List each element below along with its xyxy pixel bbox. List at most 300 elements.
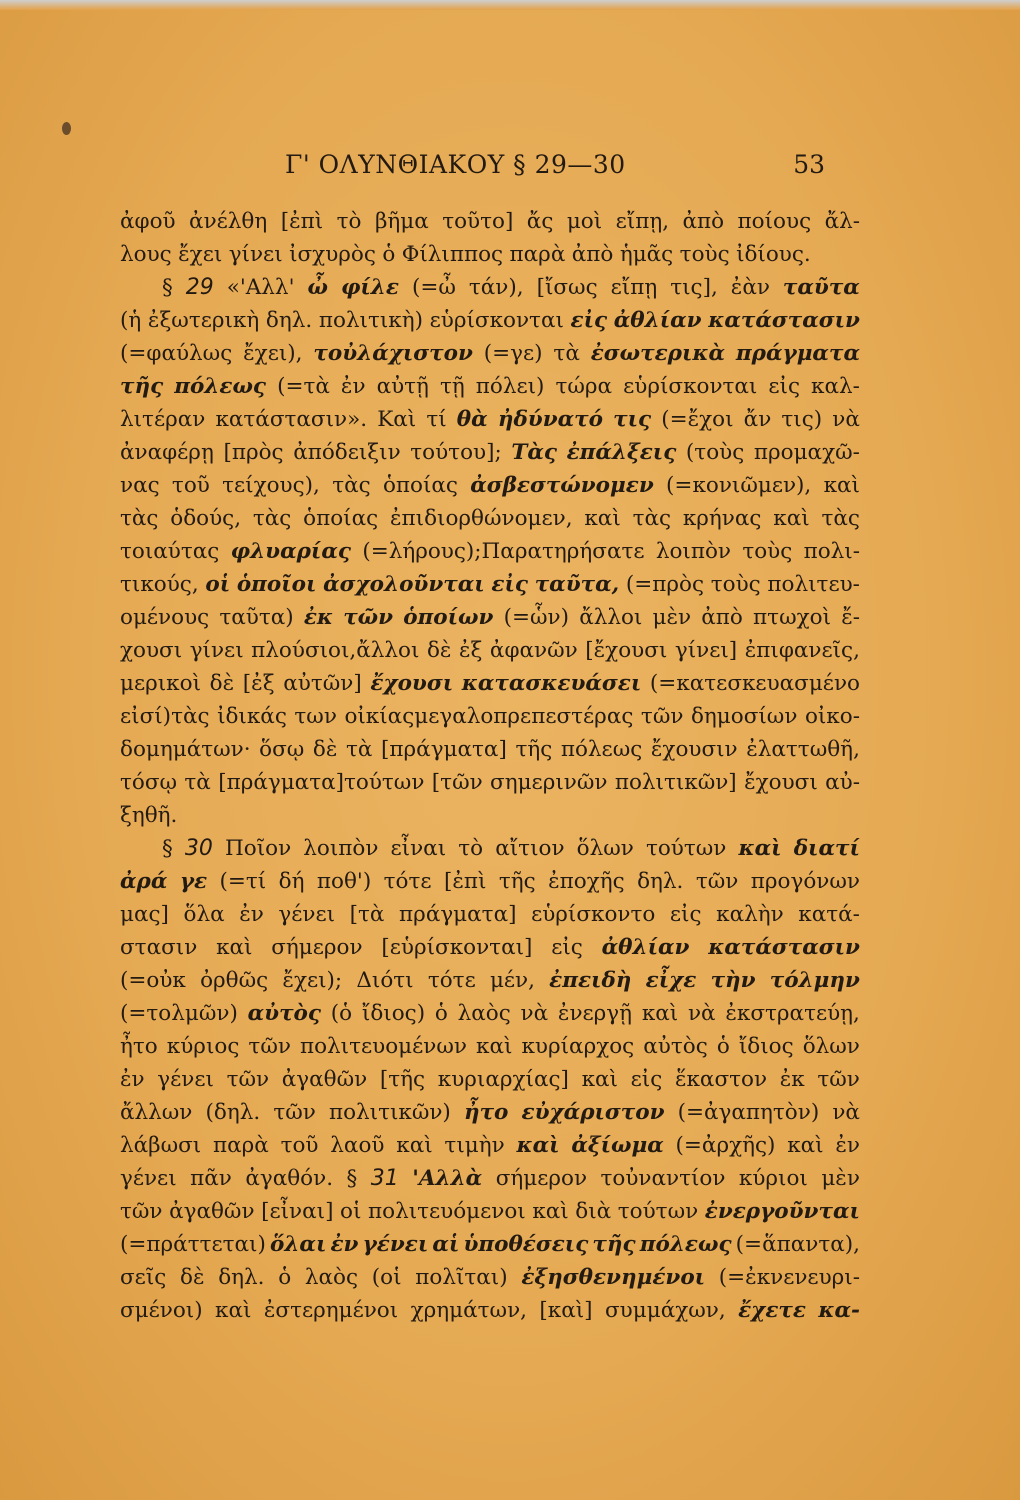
header-title: Γ' ΟΛΥΝΘΙΑΚΟΥ § 29—30: [285, 150, 626, 179]
word: τοὺς: [679, 242, 730, 267]
word: μὲν: [821, 1166, 860, 1191]
word: μας]: [120, 902, 169, 927]
word: καὶ: [584, 506, 621, 531]
word: νὰ: [832, 407, 860, 432]
word: γένει: [120, 1166, 177, 1191]
word: κατά-: [798, 902, 860, 927]
word: εἴπῃ: [610, 275, 658, 300]
word: ἐκστρατεύῃ,: [725, 1001, 860, 1026]
text-line: [120, 403, 860, 436]
word: (τοὺς: [685, 440, 745, 465]
word: πολιτικῶν]: [614, 770, 737, 795]
word: (=κονιῶμεν),: [666, 473, 812, 498]
word: τῆς: [515, 737, 553, 762]
word: ἀγαθῶν: [281, 1067, 368, 1092]
emphasized-word: ἔχετε: [738, 1298, 806, 1323]
word: [τῶν: [431, 770, 483, 795]
text-line: [120, 667, 860, 700]
word: τιμὴν: [444, 1133, 505, 1158]
section-number: 31: [370, 1166, 399, 1191]
word: §: [162, 836, 173, 861]
word: τὰ: [553, 341, 580, 366]
emphasized-word: κατασκευάσει: [461, 671, 642, 696]
word: μέν,: [489, 968, 535, 993]
word: προμαχῶ-: [753, 440, 860, 465]
word: τὰς: [632, 506, 672, 531]
word: (=τολμῶν): [120, 1001, 238, 1026]
word: σήμερον: [495, 1166, 588, 1191]
emphasized-word: ὦ: [307, 275, 328, 300]
emphasized-word: πόλεως: [174, 374, 267, 399]
word: τί: [426, 407, 447, 432]
word: πολιτικὴ): [318, 308, 424, 333]
word: εὑρίσκονται: [429, 308, 564, 333]
emphasized-word: καὶ: [738, 836, 782, 861]
emphasized-word: γένει: [362, 1232, 429, 1257]
word: τότε: [427, 968, 476, 993]
word: τοῦ: [280, 1133, 319, 1158]
word: καὶ: [215, 1298, 252, 1323]
word: λους: [120, 242, 172, 267]
word: ἰδικάς: [217, 704, 287, 729]
text-line: [120, 1162, 860, 1195]
word: [καὶ]: [539, 1298, 593, 1323]
word: καλ-: [811, 374, 860, 399]
emphasized-word: ἐκ: [303, 605, 334, 630]
word: ἰδίους.: [736, 242, 811, 267]
word: πολιτικῶν): [328, 1100, 451, 1125]
word: δὲ: [209, 671, 235, 696]
word: τῶν: [695, 869, 739, 894]
word: ἄλλοι: [579, 605, 643, 630]
text-line: [120, 931, 860, 964]
word: καὶ: [396, 1133, 433, 1158]
word: §: [346, 1166, 358, 1191]
word: «'Αλλ': [226, 275, 295, 300]
word: (=ὧν): [503, 605, 570, 630]
word: ἐπιδιορθώνομεν,: [389, 506, 573, 531]
word: ὀρθῶς: [200, 968, 269, 993]
word: [ἴσως: [536, 275, 598, 300]
word: λαὸς: [304, 1265, 359, 1290]
text-line: [120, 832, 860, 865]
text-line: [120, 1030, 860, 1063]
word: ἡμᾶς: [619, 242, 674, 267]
word: καὶ: [773, 506, 810, 531]
emphasized-word: ὅλαι: [269, 1232, 327, 1257]
word: τὰς: [120, 506, 159, 531]
word: καὶ: [641, 1001, 679, 1026]
word: δηλ.: [637, 869, 684, 894]
word: καὶ: [476, 1034, 513, 1059]
text-line: [120, 271, 860, 304]
word: (=ὦ: [411, 275, 456, 300]
word: παρὰ: [509, 242, 566, 267]
word: ὁδούς,: [170, 506, 242, 531]
word: [πράγματα]τούτων: [218, 770, 425, 795]
word: σημερινῶν: [490, 770, 608, 795]
word: (=πρὸς: [625, 572, 705, 597]
emphasized-word: ἐνεργοῦνται: [704, 1199, 860, 1224]
word: ἐξωτερικὴ: [147, 308, 260, 333]
emphasized-word: ταῦτα,: [534, 572, 620, 597]
word: ποθ'): [316, 869, 372, 894]
emphasized-word: τοὐλάχιστον: [313, 341, 473, 366]
word: ταῦτα): [219, 605, 294, 630]
text-line: [120, 997, 860, 1030]
word: γίνει]: [674, 638, 738, 663]
word: δὲ: [312, 737, 338, 762]
word: προγόνων: [750, 869, 860, 894]
word: τὰς: [332, 473, 371, 498]
word: νὰ: [832, 1100, 860, 1125]
page-number: 53: [793, 150, 825, 179]
word: τοιαύτας: [120, 539, 220, 564]
word: ἔχει),: [243, 341, 303, 366]
emphasized-word: ἀσχολοῦνται: [323, 572, 485, 597]
word: τὸ: [458, 836, 484, 861]
word: λάβωσι: [120, 1133, 202, 1158]
word: γένει: [157, 1067, 214, 1092]
word: ἀνέλθη: [189, 209, 268, 234]
word: τοὐναντίον: [600, 1166, 726, 1191]
word: ἀφοῦ: [120, 209, 176, 234]
word: δομημάτων·: [120, 737, 251, 762]
word: ἀπὸ: [571, 242, 614, 267]
emphasized-word: εἰς: [491, 572, 528, 597]
word: ποίους: [737, 209, 812, 234]
word: καὶ: [823, 473, 860, 498]
word: ἐστερημένοι: [263, 1298, 399, 1323]
word: πᾶν: [190, 1166, 232, 1191]
word: ἔχει);: [282, 968, 343, 993]
emphasized-word: ἠδύνατό: [497, 407, 603, 432]
emphasized-word: 'Αλλὰ: [412, 1166, 483, 1191]
emphasized-word: ἀξίωμα: [571, 1133, 664, 1158]
word: οἱ: [340, 1199, 362, 1224]
word: τικούς,: [120, 572, 199, 597]
word: [ἐξ: [242, 671, 275, 696]
word: τοὺς: [710, 572, 761, 597]
word: δή: [278, 869, 305, 894]
word: γένει: [278, 902, 336, 927]
emphasized-word: θὰ: [456, 407, 488, 432]
running-header: [135, 150, 825, 190]
word: ομένους: [120, 605, 210, 630]
word: (ὁ: [330, 1001, 353, 1026]
text-line: [120, 733, 860, 766]
section-number: 30: [184, 836, 213, 861]
word: (=κατεσκευασμένο: [649, 671, 860, 696]
word: τοῦτο]: [442, 209, 514, 234]
word: τῆς: [498, 869, 536, 894]
word: ἀπὸ: [682, 209, 725, 234]
word: (=γε): [483, 341, 543, 366]
emphasized-word: εἶχε: [645, 968, 697, 993]
word: Φίλιππος: [401, 242, 504, 267]
word: δηλ.: [218, 1265, 265, 1290]
emphasized-word: εἰς: [570, 308, 608, 333]
word: πολιτευ-: [767, 572, 860, 597]
word: σήμερον: [271, 935, 363, 960]
word: τῶν: [120, 1199, 163, 1224]
text-line: [120, 964, 860, 997]
ink-spot: [62, 122, 71, 135]
word: δὲ: [180, 1265, 205, 1290]
word: αὐ-: [825, 770, 860, 795]
word: τούτων: [645, 836, 727, 861]
word: ὁποίας: [382, 473, 458, 498]
text-line: [120, 1129, 860, 1162]
word: ἀγαθῶν: [169, 1199, 255, 1224]
word: κύριοι: [738, 1166, 808, 1191]
emphasized-word: αὐτὸς: [247, 1001, 321, 1026]
word: μοὶ: [566, 209, 603, 234]
word: ἔχει: [178, 242, 223, 267]
word: πόλει): [475, 374, 545, 399]
text-line: [120, 601, 860, 634]
word: (=τί: [219, 869, 267, 894]
word: τοῦ: [171, 473, 210, 498]
word: αὐτῶν]: [283, 671, 362, 696]
word: σμένοι): [120, 1298, 203, 1323]
word: [ἔχουσι: [585, 638, 668, 663]
word: (ἡ: [120, 308, 142, 333]
word: τὰς: [252, 506, 292, 531]
word: τῇ: [439, 374, 465, 399]
word: καλὴν: [716, 902, 784, 927]
word: ἐποχῆς: [548, 869, 625, 894]
word: ἀγαθόν.: [245, 1166, 334, 1191]
word: ἴδιος): [361, 1001, 426, 1026]
emphasized-word: κατάστασιν: [708, 308, 860, 333]
emphasized-word: τῆς: [120, 374, 164, 399]
emphasized-word: οἱ: [205, 572, 231, 597]
text-line: [120, 304, 860, 337]
word: καὶ: [581, 1067, 618, 1092]
word: καὶ: [216, 935, 253, 960]
word: τῶν: [640, 704, 684, 729]
word: γίνει: [228, 242, 283, 267]
word: (=λήρους);Παρατηρήσατε: [362, 539, 645, 564]
word: ἔχουσι: [744, 770, 818, 795]
emphasized-word: διατί: [793, 836, 860, 861]
emphasized-word: τις: [613, 407, 652, 432]
word: §: [162, 275, 173, 300]
word: τὰ: [346, 737, 373, 762]
word: τις],: [670, 275, 718, 300]
emphasized-word: ἐσωτερικὰ: [590, 341, 726, 366]
word: (=φαύλως: [120, 341, 233, 366]
emphasized-word: πράγματα: [735, 341, 860, 366]
word: ὁ: [434, 1001, 448, 1026]
word: νας: [120, 473, 160, 498]
word: καὶ: [532, 1199, 569, 1224]
word: ἐν: [340, 374, 366, 399]
word: κυρίαρχος: [521, 1034, 635, 1059]
emphasized-word: φλυαρίας: [230, 539, 351, 564]
word: ὅλων: [576, 836, 634, 861]
word: χρημάτων,: [410, 1298, 527, 1323]
word: τῶν: [817, 1067, 860, 1092]
emphasized-word: καὶ: [516, 1133, 560, 1158]
text-line: [120, 1228, 860, 1261]
word: (=ἀγαπητὸν): [677, 1100, 820, 1125]
word: τῶν: [273, 1100, 316, 1125]
emphasized-word: ταῦτα: [782, 275, 860, 300]
text-line: [120, 1063, 860, 1096]
word: στασιν: [120, 935, 198, 960]
emphasized-word: τὴν: [710, 968, 756, 993]
word: ἄλλων: [120, 1100, 193, 1125]
word: ἀναφέρῃ: [120, 440, 214, 465]
word: τούτων: [617, 1199, 699, 1224]
emphasized-word: κατάστασιν: [708, 935, 860, 960]
emphasized-word: Τὰς: [511, 440, 557, 465]
text-line: [120, 469, 860, 502]
word: σεῖς: [120, 1265, 167, 1290]
word: γίνει: [189, 638, 244, 663]
word: πόλεως: [560, 737, 643, 762]
word: των: [294, 704, 337, 729]
word: [πρὸς: [223, 440, 284, 465]
word: ὁ: [382, 242, 396, 267]
word: [εἶναι]: [261, 1199, 334, 1224]
word: βῆμα: [374, 209, 429, 234]
word: (=ἀρχῆς): [675, 1133, 776, 1158]
text-line: [120, 1261, 860, 1294]
text-line: [120, 766, 860, 799]
word: (=πράττεται): [120, 1232, 266, 1257]
text-line: [120, 634, 860, 667]
word: καὶ: [787, 1133, 824, 1158]
word: τις): [781, 407, 823, 432]
word: εἰς: [551, 935, 583, 960]
text-line: [120, 238, 860, 271]
word: ἀφανῶν: [489, 638, 578, 663]
emphasized-word: ἀρά: [120, 869, 168, 894]
word: ὅσῳ: [259, 737, 305, 762]
emphasized-word: ἀθλίαν: [613, 308, 702, 333]
text-line: [120, 337, 860, 370]
word: εὑρίσκοντο: [531, 902, 656, 927]
text-line: [120, 568, 860, 601]
word: λοιπὸν: [655, 539, 731, 564]
emphasized-word: αἱ: [432, 1232, 460, 1257]
word: κύριος: [166, 1034, 240, 1059]
word: τάν),: [468, 275, 524, 300]
word: ὁ: [716, 1034, 730, 1059]
section-number: 29: [185, 275, 214, 300]
emphasized-word: ἐπειδὴ: [549, 968, 632, 993]
emphasized-word: ἀθλίαν: [601, 935, 690, 960]
word: ἐκ: [779, 1067, 805, 1092]
word: ἄλ-: [824, 209, 860, 234]
word: μὲν: [652, 605, 692, 630]
word: Διότι: [356, 968, 414, 993]
word: πράγματα]: [399, 902, 517, 927]
word: [τὰ: [349, 902, 385, 927]
word: [εὑρίσκονται]: [381, 935, 533, 960]
word: εἰς: [630, 1067, 663, 1092]
word: εἰς: [768, 374, 801, 399]
emphasized-word: ἐπάλξεις: [566, 440, 677, 465]
word: τῶν: [226, 1067, 270, 1092]
word: οἰκο-: [804, 704, 860, 729]
word: κυριαρχίας]: [437, 1067, 569, 1092]
word: (δηλ.: [205, 1100, 261, 1125]
text-line: [120, 535, 860, 568]
word: ἐπιφανεῖς,: [744, 638, 860, 663]
word: τῶν: [248, 1034, 291, 1059]
emphasized-word: ἔχουσι: [370, 671, 454, 696]
word: πολιτευομένων: [299, 1034, 467, 1059]
word: οἰκίαςμεγαλοπρεπεστέρας: [344, 704, 634, 729]
word: αὐτῇ: [376, 374, 429, 399]
word: τώρα: [555, 374, 613, 399]
word: ἐν: [120, 1067, 145, 1092]
word: τούτου];: [410, 440, 502, 465]
word: (=τὰ: [277, 374, 330, 399]
word: νὰ: [687, 1001, 716, 1026]
text-line: [120, 898, 860, 931]
emphasized-word: τῆς: [592, 1232, 636, 1257]
word: ἴδιος: [738, 1034, 794, 1059]
word: (=ἐκνενευρι-: [718, 1265, 860, 1290]
emphasized-word: τῶν: [343, 605, 394, 630]
word: αἴτιον: [495, 836, 565, 861]
emphasized-word: κα-: [818, 1298, 860, 1323]
word: [ἐπὶ: [280, 209, 324, 234]
word: (=ἔχοι: [661, 407, 734, 432]
word: νὰ: [520, 1001, 549, 1026]
word: λιτέραν: [120, 407, 206, 432]
word: ἔ-: [841, 605, 860, 630]
body-text: [120, 205, 860, 1327]
word: τείχους),: [222, 473, 320, 498]
emphasized-word: ἦτο: [463, 1100, 509, 1125]
word: [τῆς: [379, 1067, 426, 1092]
word: [ἐπὶ: [443, 869, 487, 894]
word: ὁποίας: [303, 506, 379, 531]
word: εἶναι: [390, 836, 447, 861]
word: μερικοὶ: [120, 671, 201, 696]
word: παρὰ: [213, 1133, 269, 1158]
word: εἴπῃ,: [615, 209, 670, 234]
word: ὅλα: [183, 902, 225, 927]
text-line: [120, 502, 860, 535]
word: ἄν: [743, 407, 772, 432]
word: τὰς: [821, 506, 860, 531]
word: ἐξ: [458, 638, 483, 663]
word: λαὸς: [457, 1001, 511, 1026]
word: ὁ: [278, 1265, 292, 1290]
text-line: [120, 205, 860, 238]
word: ἀπόδειξιν: [293, 440, 401, 465]
word: ἄς: [526, 209, 554, 234]
word: πολῖται): [415, 1265, 508, 1290]
word: πλούσιοι,ἄλλοι: [251, 638, 420, 663]
text-line: [120, 1294, 860, 1327]
text-line: [120, 1195, 860, 1228]
word: ἦτο: [120, 1034, 158, 1059]
word: ἔχουσιν: [650, 737, 738, 762]
word: αὐτὸς: [643, 1034, 708, 1059]
word: πολι-: [803, 539, 860, 564]
word: πτωχοὶ: [753, 605, 832, 630]
word: κρήνας: [682, 506, 762, 531]
word: εἰσί)τὰς: [120, 704, 210, 729]
